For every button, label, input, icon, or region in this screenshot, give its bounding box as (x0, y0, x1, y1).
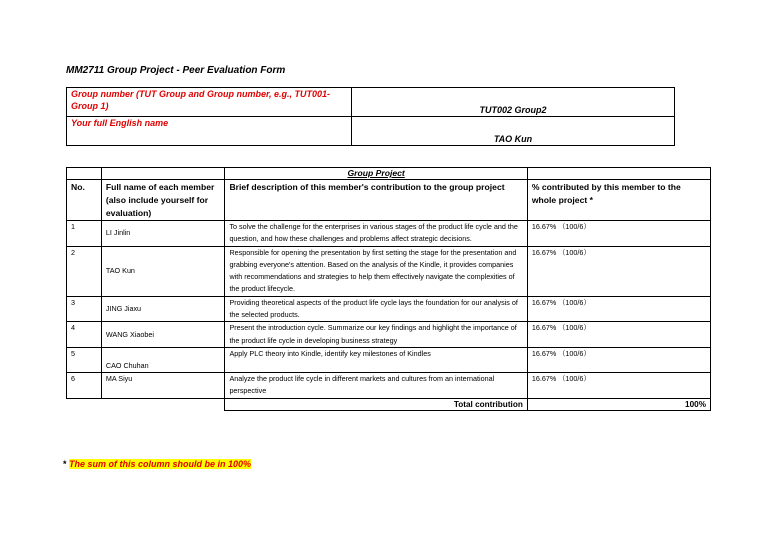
member-description: Apply PLC theory into Kindle, identify key milestones of Kindles (225, 347, 527, 372)
header-row (67, 180, 711, 221)
header-description: Brief description of this member's contribution to the group project (225, 180, 527, 221)
english-name-row (67, 117, 675, 146)
member-name: MA Siyu (101, 372, 225, 398)
member-percent: 16.67% （100/6） (527, 296, 710, 322)
table-row (67, 221, 711, 247)
form-title: MM2711 Group Project - Peer Evaluation Form (66, 65, 286, 76)
row-number: 1 (67, 221, 102, 247)
table-row (67, 246, 711, 296)
member-description: To solve the challenge for the enterprises in various stages of the product life cycle and the question, and how these challenges and problems affect strategic decisions. (225, 221, 527, 247)
footnote-text: The sum of this column should be in 100% (69, 459, 252, 469)
member-name: JING Jiaxu (101, 296, 225, 322)
member-description: Analyze the product life cycle in different markets and cultures from an international perspective (225, 372, 527, 398)
member-percent: 16.67% （100/6） (527, 372, 710, 398)
header-name: Full name of each member (also include yourself for evaluation) (101, 180, 225, 221)
english-name-value: TAO Kun (352, 117, 675, 146)
group-number-row (67, 88, 675, 117)
table-row (67, 322, 711, 348)
table-row (67, 372, 711, 398)
member-percent: 16.67% （100/6） (527, 246, 710, 296)
table-row (67, 347, 711, 372)
group-title-row (67, 168, 711, 180)
group-info-table (66, 87, 675, 146)
header-percent: % contributed by this member to the whole project * (527, 180, 710, 221)
group-project-title: Group Project (225, 168, 527, 180)
group-number-value: TUT002 Group2 (352, 88, 675, 117)
member-percent: 16.67% （100/6） (527, 322, 710, 348)
row-number: 2 (67, 246, 102, 296)
member-description: Present the introduction cycle. Summarize our key findings and highlight the importance of the product life cycle in developing business strategy (225, 322, 527, 348)
peer-evaluation-table (66, 167, 711, 411)
table-row (67, 296, 711, 322)
row-number: 4 (67, 322, 102, 348)
member-name: TAO Kun (101, 246, 225, 296)
member-percent: 16.67% （100/6） (527, 221, 710, 247)
member-name: LI Jinlin (101, 221, 225, 247)
total-contribution-value: 100% (527, 398, 710, 410)
member-description: Providing theoretical aspects of the product life cycle lays the foundation for our analysis of the selected products. (225, 296, 527, 322)
footnote-asterisk: * (63, 459, 67, 469)
row-number: 3 (67, 296, 102, 322)
english-name-label: Your full English name (67, 117, 352, 146)
member-name: WANG Xiaobei (101, 322, 225, 348)
member-description: Responsible for opening the presentation by first setting the stage for the presentation and grabbing everyone's attention. Based on the analysis of the Kindle, it provides companies with recommendations and strategies to help them effectively navigate the complexities of the product lifecycle. (225, 246, 527, 296)
row-number: 6 (67, 372, 102, 398)
total-contribution-label: Total contribution (225, 398, 527, 410)
footnote (63, 459, 251, 469)
header-no: No. (67, 180, 102, 221)
total-row (67, 398, 711, 410)
member-percent: 16.67% （100/6） (527, 347, 710, 372)
group-number-label: Group number (TUT Group and Group number, e.g., TUT001-Group 1) (67, 88, 352, 117)
row-number: 5 (67, 347, 102, 372)
member-name: CAO Chuhan (101, 347, 225, 372)
